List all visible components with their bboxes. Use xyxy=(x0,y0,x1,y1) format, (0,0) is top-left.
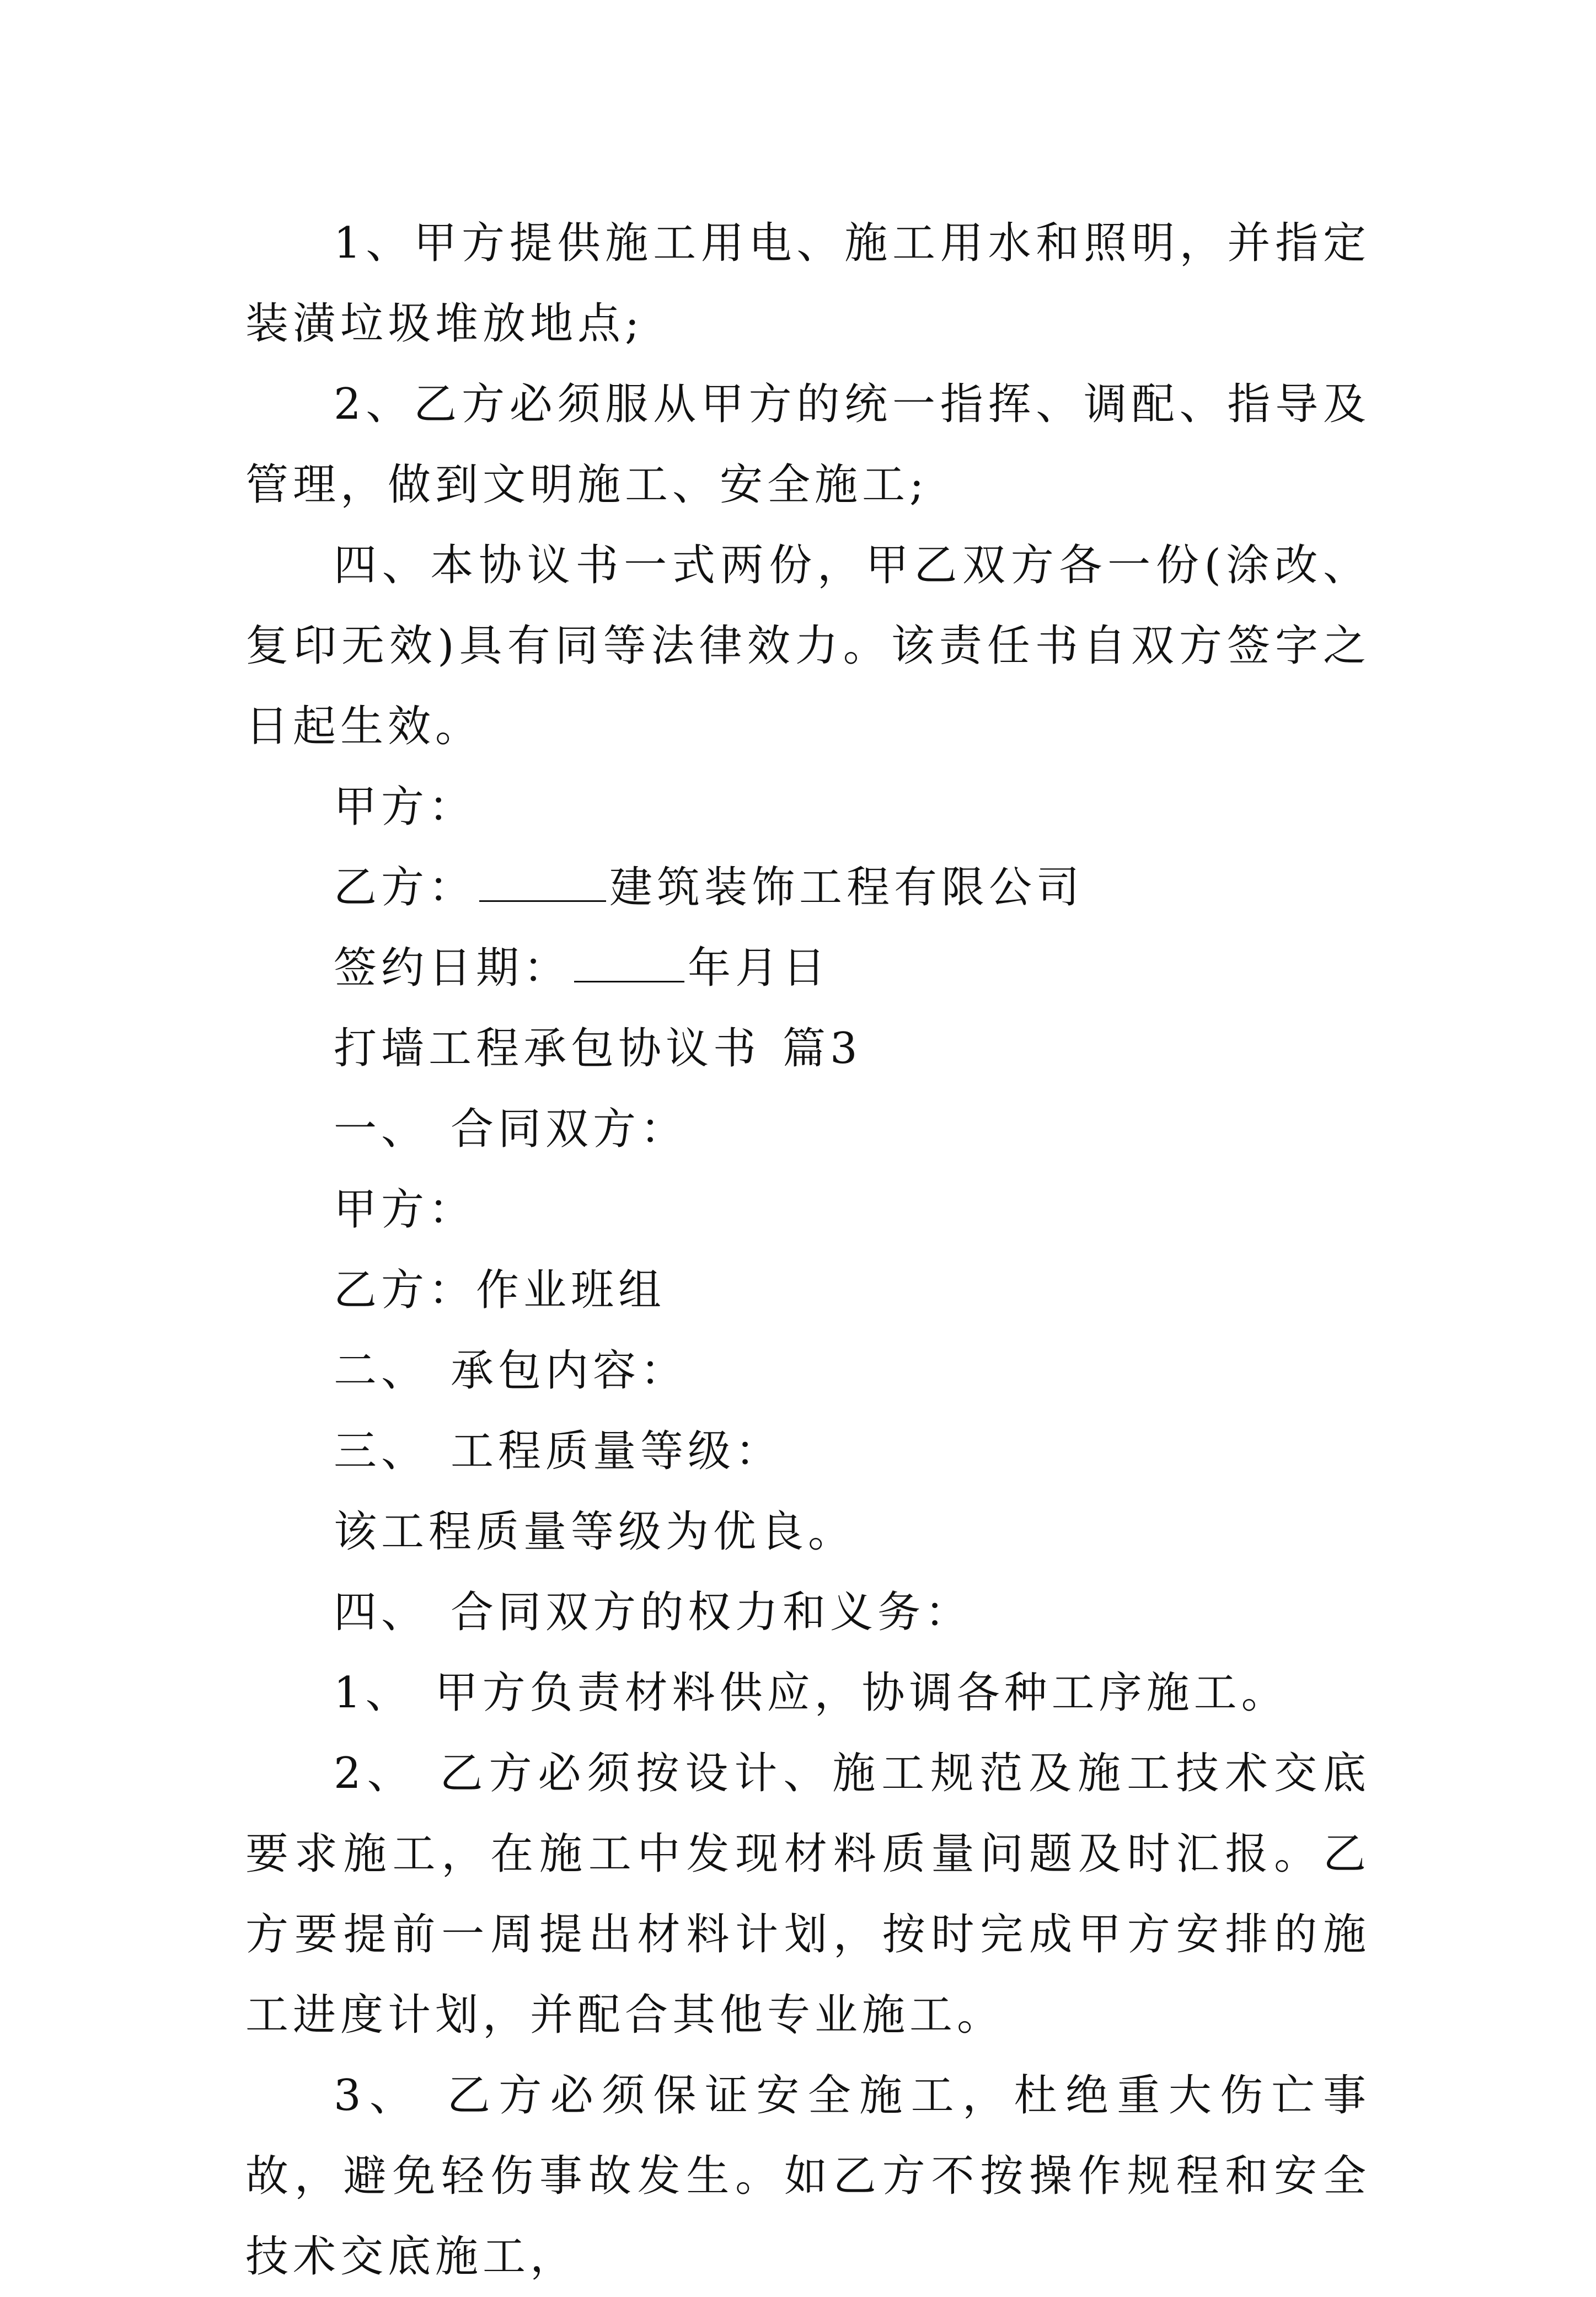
party-a-line-2: 甲方： xyxy=(334,1185,476,1235)
heading-contract-parties: 一、 合同双方： xyxy=(334,1104,688,1154)
company-name-blank xyxy=(479,862,606,902)
paragraph-safety: 3、 乙方必须保证安全施工，杜绝重大伤亡事故，避免轻伤事故发生。如乙方不按操作规程和安全技术交底施工， xyxy=(245,2071,1370,2282)
paragraph-construction-spec: 2、 乙方必须按设计、施工规范及施工技术交底要求施工，在施工中发现材料质量问题及时汇报。乙方要提前一周提出材料计划，按时完成甲方安排的施工进度计划，并配合其他专业施工。 xyxy=(245,1749,1370,2040)
sign-date-line: 签约日期： 年月日 xyxy=(334,943,831,993)
document-body xyxy=(245,203,1370,2297)
party-b-line: 乙方： 建筑装饰工程有限公司 xyxy=(334,863,1084,912)
paragraph-electricity-water: 1、甲方提供施工用电、施工用水和照明，并指定装潢垃圾堆放地点; xyxy=(245,218,1370,349)
paragraph-quality-grade: 该工程质量等级为优良。 xyxy=(334,1507,856,1557)
heading-rights-duties: 四、 合同双方的权力和义务： xyxy=(334,1588,973,1637)
section-title: 打墙工程承包协议书 篇3 xyxy=(334,1024,862,1073)
paragraph-obey-command: 2、乙方必须服从甲方的统一指挥、调配、指导及管理，做到文明施工、安全施工; xyxy=(245,380,1370,510)
heading-quality-grade: 三、 工程质量等级： xyxy=(334,1427,783,1476)
party-b-line-2: 乙方：作业班组 xyxy=(334,1265,666,1315)
paragraph-copies-validity: 四、本协议书一式两份，甲乙双方各一份(涂改、复印无效)具有同等法律效力。该责任书自双方签字之日起生效。 xyxy=(245,541,1370,751)
heading-contract-content: 二、 承包内容： xyxy=(334,1346,688,1396)
paragraph-material-supply: 1、 甲方负责材料供应，协调各种工序施工。 xyxy=(334,1668,1289,1718)
party-a-line: 甲方： xyxy=(334,782,476,832)
date-blank xyxy=(574,942,684,982)
